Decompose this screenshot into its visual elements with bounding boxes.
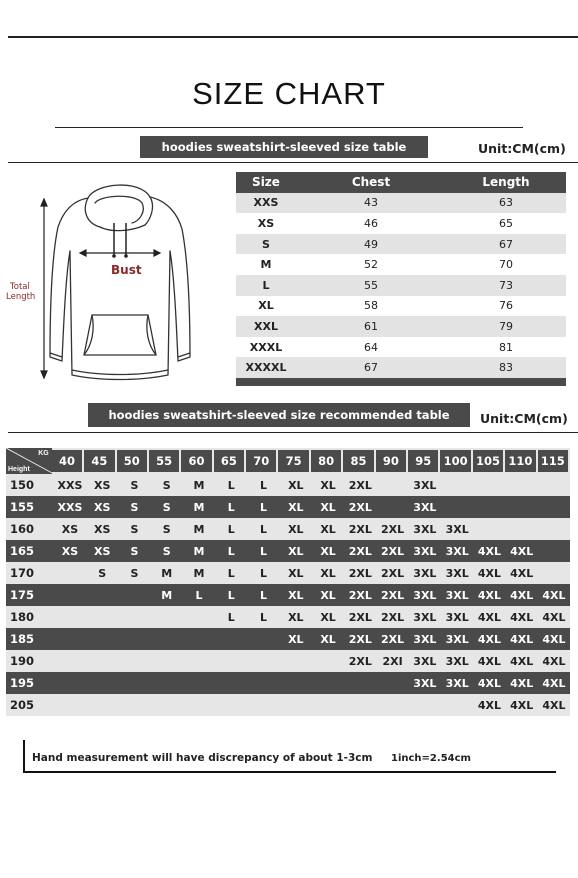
- length-cell: 76: [499, 299, 513, 313]
- recommend-row: [6, 606, 570, 628]
- size-table-banner-text: hoodies sweatshirt-sleeved size table: [161, 140, 407, 154]
- recommend-size-cell: L: [227, 500, 235, 514]
- weight-header-cell: 105: [473, 450, 503, 472]
- recommend-size-cell: XL: [288, 632, 304, 646]
- recommend-size-cell: 3XL: [445, 676, 469, 690]
- height-label: Height: [8, 466, 30, 473]
- recommend-size-cell: 4XL: [510, 588, 534, 602]
- chest-cell: 49: [364, 237, 378, 251]
- weight-header-cell: 45: [84, 450, 114, 472]
- chest-cell: 46: [364, 216, 378, 230]
- weight-header-cell: 60: [181, 450, 211, 472]
- recommend-size-cell: 4XL: [542, 698, 566, 712]
- recommend-size-cell: 3XL: [445, 588, 469, 602]
- recommend-size-cell: 3XL: [413, 522, 437, 536]
- height-cell: 150: [10, 478, 35, 492]
- size-table-header: [236, 172, 566, 193]
- chest-cell: 43: [364, 196, 378, 210]
- recommend-size-cell: 2XL: [348, 632, 372, 646]
- size-row: [236, 193, 566, 214]
- recommend-size-cell: 3XL: [413, 654, 437, 668]
- recommend-row: [6, 540, 570, 562]
- total-length-label-1: Total: [10, 282, 30, 292]
- recommend-size-cell: XL: [320, 500, 336, 514]
- height-cell: 165: [10, 544, 35, 558]
- recommend-size-cell: XL: [320, 588, 336, 602]
- chest-cell: 58: [364, 299, 378, 313]
- weight-header-cell: 115: [538, 450, 568, 472]
- length-cell: 65: [499, 216, 513, 230]
- recommend-size-cell: M: [161, 566, 173, 580]
- size-row: [236, 337, 566, 358]
- weight-header-cell: 75: [278, 450, 308, 472]
- recommend-size-cell: 4XL: [477, 566, 501, 580]
- recommend-size-cell: L: [260, 610, 268, 624]
- recommend-size-cell: S: [130, 478, 139, 492]
- chest-cell: 64: [364, 340, 378, 354]
- recommend-size-cell: L: [260, 500, 268, 514]
- recommend-size-cell: 3XL: [413, 632, 437, 646]
- size-table-bottom-bar: [236, 378, 566, 386]
- chest-cell: 67: [364, 361, 378, 375]
- size-cell: XS: [257, 216, 275, 230]
- height-cell: 190: [10, 654, 35, 668]
- recommend-size-cell: 4XL: [510, 566, 534, 580]
- length-cell: 83: [499, 361, 513, 375]
- recommend-size-cell: XS: [61, 544, 79, 558]
- page-title: SIZE CHART: [192, 76, 386, 111]
- recommend-size-cell: 2XL: [381, 566, 405, 580]
- height-cell: 160: [10, 522, 35, 536]
- recommend-row: [6, 562, 570, 584]
- height-cell: 175: [10, 588, 35, 602]
- size-row: [236, 275, 566, 296]
- recommend-size-cell: 2XL: [348, 544, 372, 558]
- recommend-size-cell: S: [130, 522, 139, 536]
- weight-header-cell: 65: [214, 450, 244, 472]
- recommend-row: [6, 496, 570, 518]
- recommend-size-cell: L: [260, 478, 268, 492]
- recommend-size-cell: 2XL: [381, 610, 405, 624]
- length-cell: 63: [499, 196, 513, 210]
- length-cell: 81: [499, 340, 513, 354]
- weight-header-cell: 55: [149, 450, 179, 472]
- recommend-size-cell: 3XL: [413, 588, 437, 602]
- recommend-size-cell: 4XL: [477, 610, 501, 624]
- recommend-row: [6, 584, 570, 606]
- recommend-size-cell: XS: [94, 522, 111, 536]
- kg-label: KG: [38, 450, 49, 457]
- recommend-size-cell: 3XL: [413, 500, 437, 514]
- recommend-size-cell: 4XL: [542, 676, 566, 690]
- recommend-size-cell: L: [227, 544, 235, 558]
- size-cell: L: [262, 278, 270, 292]
- recommend-size-cell: 4XL: [542, 610, 566, 624]
- recommend-size-cell: 3XL: [445, 610, 469, 624]
- size-row: [236, 213, 566, 234]
- weight-header-cell: 110: [505, 450, 535, 472]
- recommend-size-cell: L: [227, 566, 235, 580]
- height-cell: 155: [10, 500, 35, 514]
- chest-header: Chest: [351, 175, 391, 190]
- weight-header-cell: 40: [52, 450, 82, 472]
- recommend-row: [6, 694, 570, 716]
- recommend-size-cell: 2XL: [348, 588, 372, 602]
- recommend-row: [6, 518, 570, 540]
- recommend-size-cell: M: [193, 500, 205, 514]
- recommend-size-cell: XL: [320, 632, 336, 646]
- recommend-size-cell: M: [193, 544, 205, 558]
- recommend-size-cell: 3XL: [413, 478, 437, 492]
- recommend-size-cell: 4XL: [510, 654, 534, 668]
- recommend-table-unit: Unit:CM(cm): [480, 411, 568, 426]
- recommend-size-cell: XS: [61, 522, 79, 536]
- size-row: [236, 316, 566, 337]
- height-cell: 180: [10, 610, 35, 624]
- recommend-size-cell: 4XL: [510, 544, 534, 558]
- top-divider: [8, 36, 578, 38]
- size-table-banner: [140, 136, 428, 158]
- recommend-size-cell: L: [260, 566, 268, 580]
- recommend-size-cell: XL: [320, 610, 336, 624]
- length-cell: 67: [499, 237, 513, 251]
- recommend-size-cell: XL: [288, 588, 304, 602]
- size-cell: S: [262, 237, 270, 251]
- table-corner: [6, 448, 52, 474]
- size-cell: XXXXL: [245, 361, 287, 375]
- recommend-size-cell: M: [193, 478, 205, 492]
- size-cell: XXS: [253, 196, 279, 210]
- recommend-size-cell: L: [195, 588, 203, 602]
- recommend-size-cell: L: [260, 522, 268, 536]
- size-cell: XXXL: [249, 340, 283, 354]
- recommend-size-cell: 4XL: [477, 654, 501, 668]
- size-cell: XXL: [254, 319, 278, 333]
- length-cell: 73: [499, 278, 513, 292]
- recommend-row: [6, 672, 570, 694]
- recommend-row: [6, 628, 570, 650]
- recommend-size-cell: 3XL: [413, 610, 437, 624]
- size-table-unit: Unit:CM(cm): [478, 141, 566, 156]
- recommend-size-cell: 4XL: [542, 654, 566, 668]
- recommend-table-banner: [88, 403, 470, 427]
- recommend-size-cell: M: [193, 522, 205, 536]
- length-cell: 70: [499, 258, 513, 272]
- recommend-size-cell: 4XL: [510, 698, 534, 712]
- weight-header-cell: 90: [376, 450, 406, 472]
- recommend-size-cell: 2XL: [348, 500, 372, 514]
- weight-header-cell: 70: [246, 450, 276, 472]
- recommend-size-cell: L: [260, 588, 268, 602]
- recommend-size-cell: 4XL: [477, 676, 501, 690]
- recommend-size-cell: XL: [288, 522, 304, 536]
- recommend-size-cell: 2XI: [382, 654, 403, 668]
- recommend-size-cell: S: [130, 544, 139, 558]
- weight-header-cell: 80: [311, 450, 341, 472]
- recommend-size-cell: 2XL: [381, 588, 405, 602]
- size-row: [236, 296, 566, 317]
- recommend-size-cell: 2XL: [381, 544, 405, 558]
- recommend-size-cell: XL: [288, 478, 304, 492]
- section-divider-2: [8, 432, 578, 433]
- recommend-table-banner-text: hoodies sweatshirt-sleeved size recommended table: [108, 408, 450, 422]
- recommend-size-cell: L: [227, 478, 235, 492]
- recommend-size-cell: XL: [320, 478, 336, 492]
- size-row: [236, 254, 566, 275]
- recommend-size-cell: S: [162, 500, 171, 514]
- title-underline: [55, 127, 523, 128]
- recommend-size-cell: M: [193, 566, 205, 580]
- recommend-size-cell: 4XL: [477, 544, 501, 558]
- recommend-size-cell: 3XL: [413, 676, 437, 690]
- recommend-size-cell: XXS: [57, 500, 83, 514]
- weight-header-cell: 50: [117, 450, 147, 472]
- recommend-size-cell: 4XL: [510, 676, 534, 690]
- height-cell: 205: [10, 698, 35, 712]
- recommend-size-cell: 3XL: [445, 632, 469, 646]
- recommend-size-cell: 4XL: [477, 698, 501, 712]
- recommend-size-cell: 2XL: [348, 478, 372, 492]
- chest-cell: 52: [364, 258, 378, 272]
- size-cell: XL: [258, 299, 274, 313]
- recommend-size-cell: 4XL: [542, 632, 566, 646]
- size-row: [236, 234, 566, 255]
- size-header: Size: [252, 175, 280, 190]
- size-table: [236, 172, 566, 386]
- height-cell: 195: [10, 676, 35, 690]
- recommend-size-cell: 3XL: [445, 654, 469, 668]
- recommend-table-header: [6, 448, 570, 474]
- recommend-size-cell: XS: [94, 500, 111, 514]
- recommend-table: [6, 448, 570, 716]
- recommend-size-cell: XL: [288, 610, 304, 624]
- measurement-note: Hand measurement will have discrepancy of about 1-3cm: [32, 752, 373, 764]
- recommend-size-cell: 4XL: [542, 588, 566, 602]
- recommend-row: [6, 474, 570, 496]
- size-row: [236, 357, 566, 378]
- recommend-row: [6, 650, 570, 672]
- recommend-size-cell: XL: [288, 544, 304, 558]
- recommend-size-cell: S: [162, 478, 171, 492]
- recommend-size-cell: 2XL: [348, 654, 372, 668]
- recommend-size-cell: 4XL: [510, 632, 534, 646]
- recommend-size-cell: 4XL: [477, 588, 501, 602]
- recommend-size-cell: S: [130, 566, 139, 580]
- total-length-label-2: Length: [6, 292, 36, 302]
- recommend-size-cell: S: [130, 500, 139, 514]
- recommend-size-cell: S: [162, 522, 171, 536]
- recommend-size-cell: 3XL: [445, 544, 469, 558]
- recommend-size-cell: XS: [94, 478, 111, 492]
- inch-conversion: 1inch=2.54cm: [391, 753, 471, 764]
- recommend-size-cell: 3XL: [413, 566, 437, 580]
- recommend-size-cell: L: [227, 588, 235, 602]
- hoodie-illustration: [0, 165, 230, 395]
- recommend-size-cell: XL: [320, 544, 336, 558]
- chest-cell: 61: [364, 319, 378, 333]
- recommend-size-cell: XL: [320, 522, 336, 536]
- recommend-size-cell: 3XL: [413, 544, 437, 558]
- length-cell: 79: [499, 319, 513, 333]
- height-cell: 185: [10, 632, 35, 646]
- weight-header-cell: 100: [440, 450, 470, 472]
- recommend-size-cell: 3XL: [445, 566, 469, 580]
- recommend-size-cell: 3XL: [445, 522, 469, 536]
- recommend-size-cell: L: [227, 610, 235, 624]
- recommend-size-cell: 4XL: [477, 632, 501, 646]
- recommend-size-cell: S: [98, 566, 107, 580]
- hoodie-diagram: [0, 165, 230, 395]
- recommend-size-cell: 4XL: [510, 610, 534, 624]
- recommend-size-cell: XL: [320, 566, 336, 580]
- height-cell: 170: [10, 566, 35, 580]
- recommend-size-cell: 2XL: [381, 522, 405, 536]
- recommend-size-cell: L: [260, 544, 268, 558]
- bust-label: Bust: [111, 263, 142, 277]
- recommend-size-cell: XL: [288, 500, 304, 514]
- recommend-size-cell: 2XL: [348, 522, 372, 536]
- chest-cell: 55: [364, 278, 378, 292]
- recommend-size-cell: XXS: [57, 478, 83, 492]
- recommend-size-cell: 2XL: [348, 610, 372, 624]
- length-header: Length: [482, 175, 530, 190]
- recommend-size-cell: 2XL: [381, 632, 405, 646]
- weight-header-cell: 95: [408, 450, 438, 472]
- size-cell: M: [260, 258, 272, 272]
- section-divider: [8, 162, 578, 163]
- recommend-size-cell: 2XL: [348, 566, 372, 580]
- recommend-size-cell: L: [227, 522, 235, 536]
- recommend-size-cell: S: [162, 544, 171, 558]
- recommend-size-cell: XL: [288, 566, 304, 580]
- recommend-size-cell: M: [161, 588, 173, 602]
- weight-header-cell: 85: [343, 450, 373, 472]
- recommend-size-cell: XS: [94, 544, 111, 558]
